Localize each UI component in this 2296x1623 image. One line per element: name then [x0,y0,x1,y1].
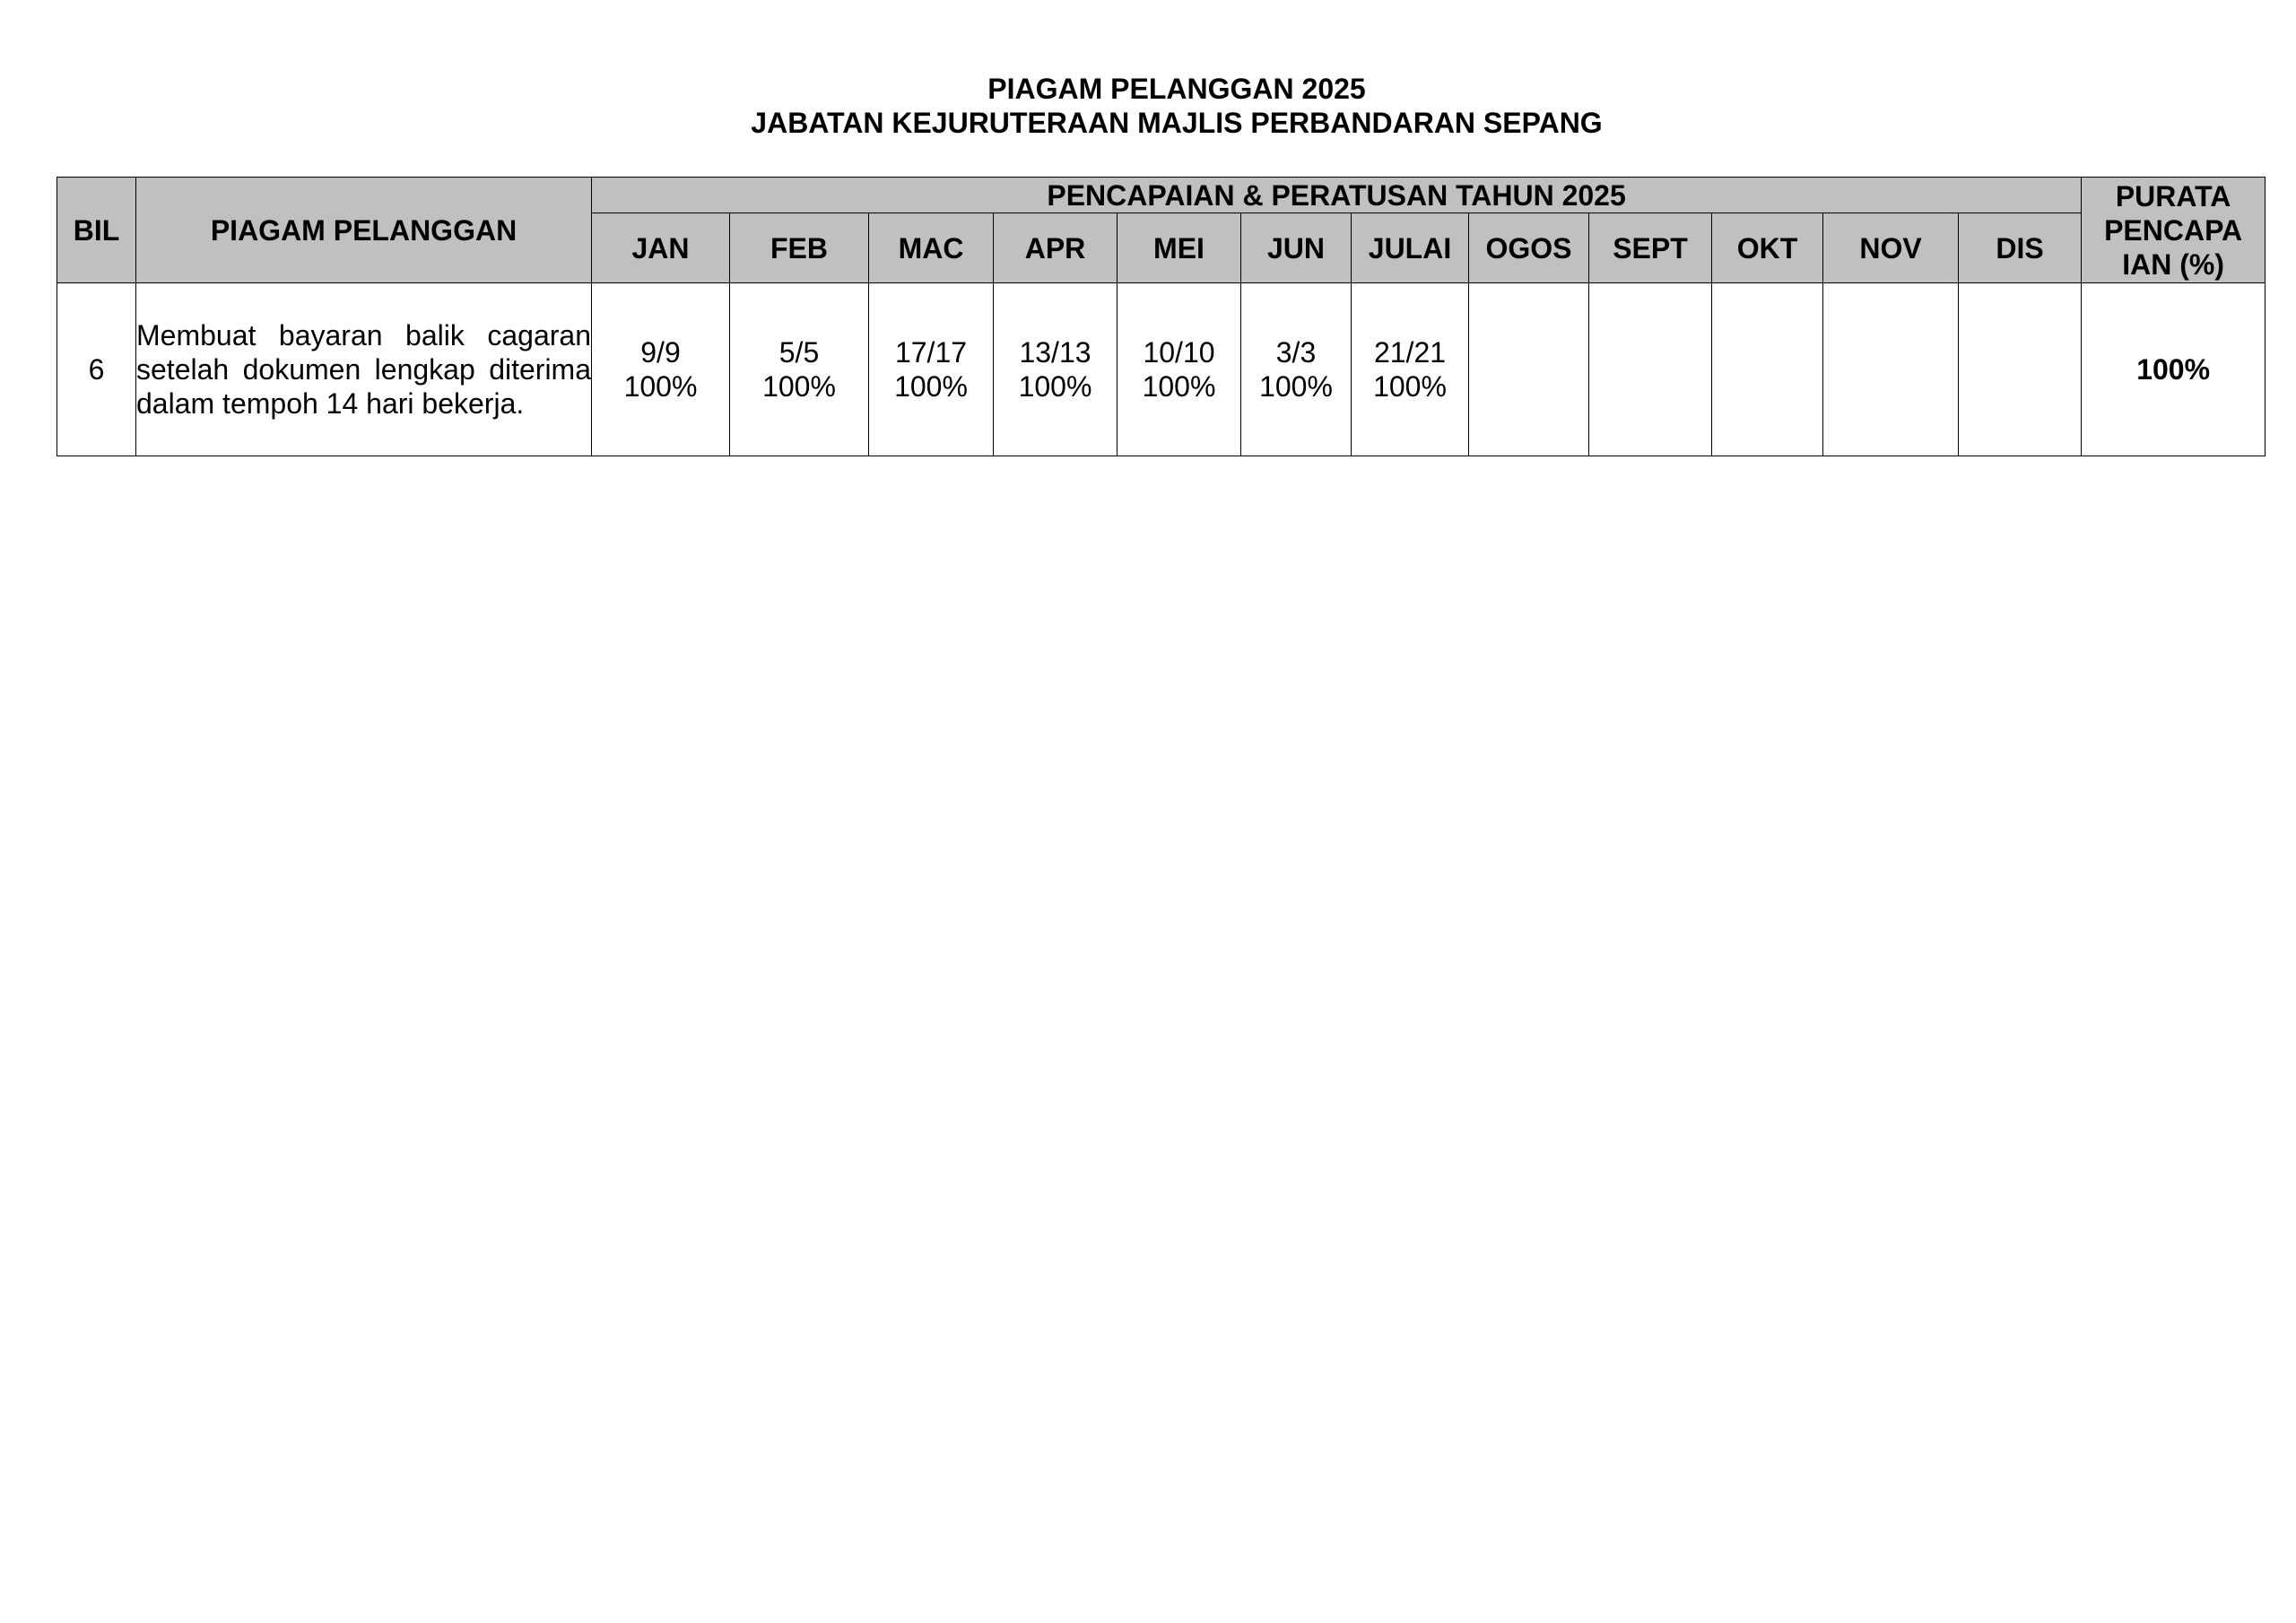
cell-mac-count: 17/17 [894,336,968,369]
header-achievement-group: PENCAPAIAN & PERATUSAN TAHUN 2025 [592,178,2082,213]
header-row-1 [57,178,2266,213]
cell-feb-count: 5/5 [778,336,820,369]
row-bil: 6 [57,283,136,456]
header-month-sept: SEPT [1589,213,1712,283]
title-line-2: JABATAN KEJURUTERAAN MAJLIS PERBANDARAN SEPANG [751,107,1603,139]
header-month-ogos: OGOS [1469,213,1589,283]
header-bil: BIL [57,178,136,283]
cell-mac-percent: 100% [894,370,968,403]
cell-mei-count: 10/10 [1143,336,1215,369]
cell-mei [1118,283,1241,456]
cell-feb [730,283,869,456]
cell-okt [1712,283,1823,456]
cell-jan-count: 9/9 [640,336,681,369]
cell-sept [1589,283,1712,456]
header-month-apr: APR [994,213,1118,283]
row-average: 100% [2082,283,2266,456]
header-piagam-pelanggan: PIAGAM PELANGGAN [136,178,592,283]
cell-jan-percent: 100% [623,370,698,403]
row-description: Membuat bayaran balik cagaran setelah dokumen lengkap diterima dalam tempoh 14 hari bekerja. [136,283,592,456]
cell-mei-percent: 100% [1142,370,1216,403]
document-title [0,72,2296,140]
cell-dis [1959,283,2082,456]
cell-julai-count: 21/21 [1373,336,1447,369]
cell-julai [1352,283,1469,456]
header-month-feb: FEB [730,213,869,283]
cell-jun-count: 3/3 [1275,336,1317,369]
customer-charter-table [57,177,2266,456]
header-month-nov: NOV [1823,213,1959,283]
cell-apr-count: 13/13 [1019,336,1091,369]
header-month-mac: MAC [869,213,994,283]
header-month-dis: DIS [1959,213,2082,283]
cell-mac [869,283,994,456]
cell-jun-percent: 100% [1259,370,1333,403]
cell-ogos [1469,283,1589,456]
header-month-jun: JUN [1241,213,1352,283]
cell-feb-percent: 100% [762,370,836,403]
title-line-1: PIAGAM PELANGGAN 2025 [987,73,1366,105]
cell-nov [1823,283,1959,456]
header-average: PURATA PENCAPA IAN (%) [2082,178,2266,283]
cell-julai-percent: 100% [1373,370,1447,403]
cell-jun [1241,283,1352,456]
cell-apr [994,283,1118,456]
cell-jan [592,283,730,456]
header-month-julai: JULAI [1352,213,1469,283]
table-row [57,283,2266,456]
header-month-jan: JAN [592,213,730,283]
header-month-mei: MEI [1118,213,1241,283]
header-month-okt: OKT [1712,213,1823,283]
cell-apr-percent: 100% [1018,370,1092,403]
